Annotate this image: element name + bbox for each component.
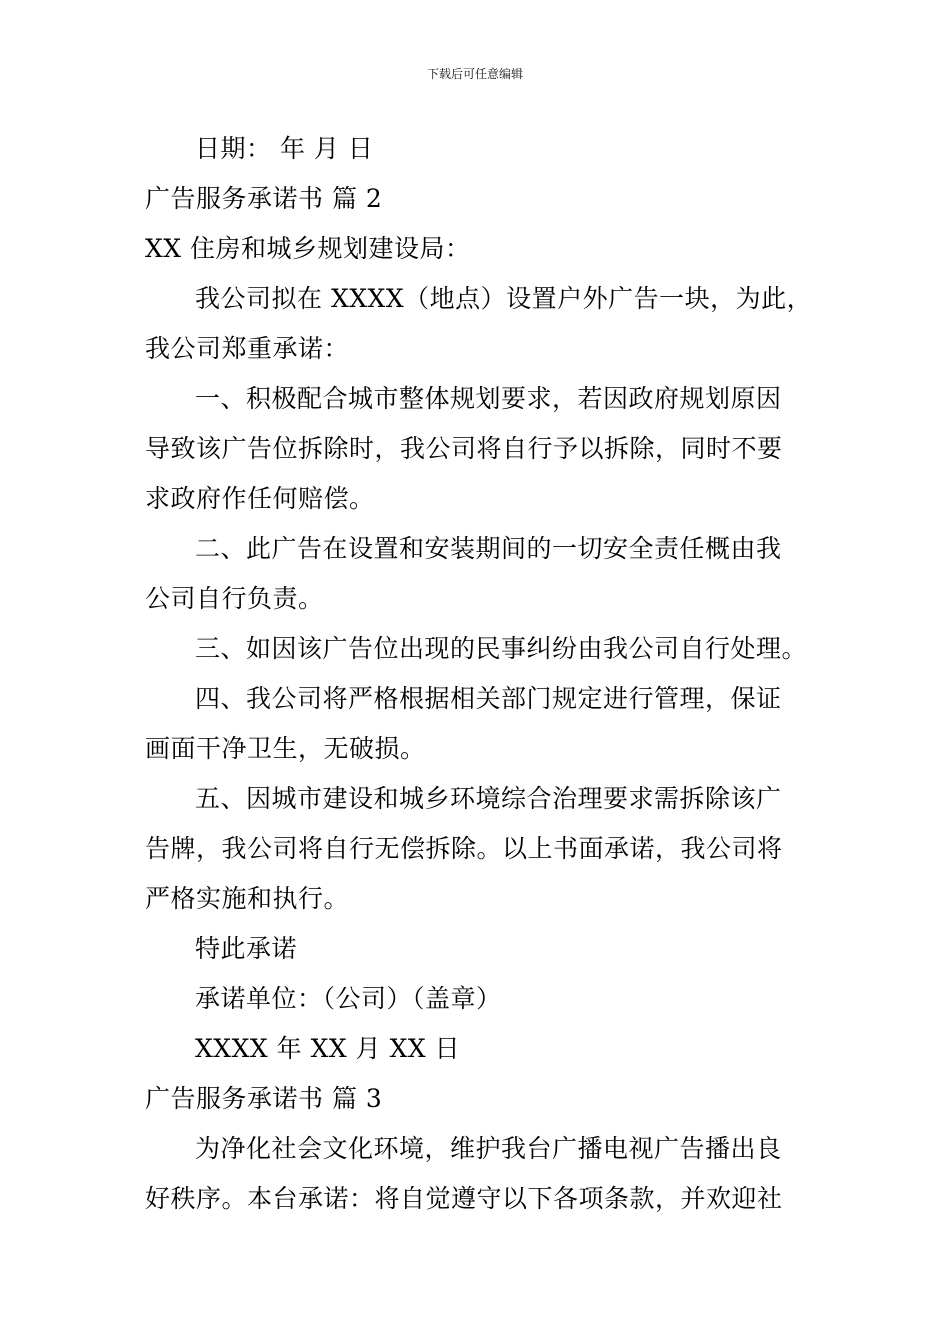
text-line: 告牌，我公司将自行无偿拆除。以上书面承诺，我公司将 [145,834,783,863]
text-line: 好秩序。本台承诺：将自觉遵守以下各项条款，并欢迎社 [145,1184,783,1213]
text-line: 导致该广告位拆除时，我公司将自行予以拆除，同时不要 [145,434,783,463]
text-line: 画面干净卫生，无破损。 [145,734,426,763]
text-line: 日期： 年 月 日 [195,134,374,163]
text-line: XXXX 年 XX 月 XX 日 [195,1034,461,1063]
document-body [145,124,815,1224]
text-line: 为净化社会文化环境，维护我台广播电视广告播出良 [195,1134,782,1163]
text-line: 求政府作任何赔偿。 [145,484,375,513]
text-line: XX 住房和城乡规划建设局： [145,234,471,263]
text-line: 公司自行负责。 [145,584,324,613]
text-line: 广告服务承诺书 篇 2 [145,184,383,213]
text-line: 二、此广告在设置和安装期间的一切安全责任概由我 [195,534,782,563]
text-line: 五、因城市建设和城乡环境综合治理要求需拆除该广 [195,784,782,813]
text-line: 特此承诺 [195,934,298,963]
text-line: 三、如因该广告位出现的民事纠纷由我公司自行处理。 [195,634,808,663]
text-line: 我公司拟在 XXXX（地点）设置户外广告一块，为此， [195,284,813,313]
text-line: 我公司郑重承诺： [145,334,350,363]
text-line: 四、我公司将严格根据相关部门规定进行管理，保证 [195,684,782,713]
text-line: 广告服务承诺书 篇 3 [145,1084,383,1113]
text-line: 承诺单位：（公司）（盖章） [195,984,502,1013]
header-note: 下载后可任意编辑 [426,67,523,81]
text-line: 严格实施和执行。 [145,884,350,913]
text-line: 一、积极配合城市整体规划要求，若因政府规划原因 [195,384,782,413]
